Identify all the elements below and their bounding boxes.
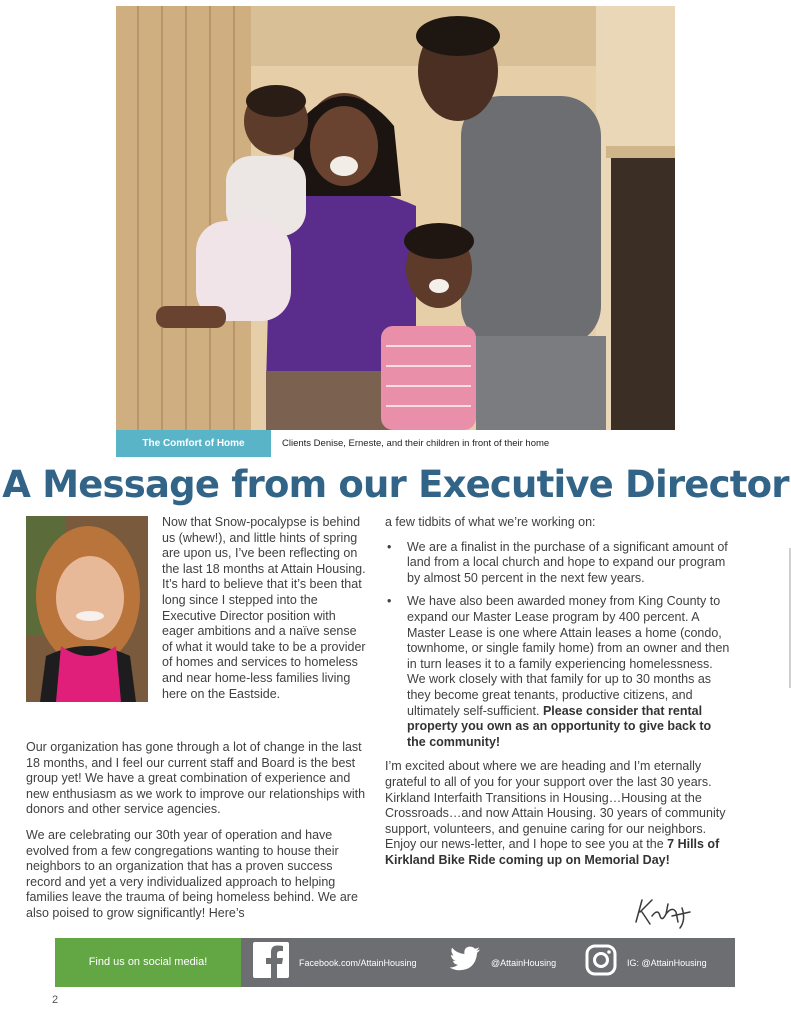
instagram-icon bbox=[585, 944, 617, 981]
bullet-master-lease: We have also been awarded money from King County to expand our Master Lease program by 400 percent. A Master Lease is one where Attain leases a home (condo, townhome, or single family home) from an owner and then in turn leases it to a family experiencing homelessness. We work closely with that family for up to 30 months as they become great tenants, productive citizens, and ultimately self-sufficient. bbox=[407, 594, 730, 718]
page-number: 2 bbox=[52, 994, 59, 1006]
bullet-land-purchase: We are a finalist in the purchase of a significant amount of land from a local church and hope to expand our program by almost 50 percent in the next few years. bbox=[407, 539, 728, 585]
facebook-icon bbox=[253, 942, 289, 983]
tidbits-lead: a few tidbits of what we’re working on: bbox=[385, 515, 596, 529]
family-photo bbox=[116, 6, 675, 430]
social-media-label: Find us on social media! bbox=[55, 938, 241, 987]
bike-ride-callout: 7 Hills of Kirkland Bike Ride coming up on Memorial Day! bbox=[385, 837, 720, 867]
list-item bbox=[385, 540, 730, 587]
rental-appeal: Please consider that rental property you own as an opportunity to give back to the community! bbox=[407, 703, 712, 749]
photo-caption: Clients Denise, Erneste, and their children in front of their home bbox=[282, 438, 550, 449]
list-item bbox=[385, 594, 730, 750]
paragraph-organization-change: Our organization has gone through a lot of change in the last 18 months, and I feel our current staff and Board is the best group yet! We have a great combination of experience and new enthusiasm as we work to improve our relationships with donors and other service agencies. bbox=[26, 740, 366, 817]
facebook-link[interactable] bbox=[253, 938, 417, 987]
instagram-link[interactable] bbox=[585, 938, 707, 987]
signature bbox=[632, 894, 692, 930]
column-two-body bbox=[385, 515, 730, 868]
column-one-body bbox=[26, 740, 366, 932]
twitter-handle: @AttainHousing bbox=[491, 957, 557, 968]
intro-text: Now that Snow-pocalypse is behind us (whew!), and little hints of spring are upon us, I’ve been reflecting on the last 18 months at Attain Housing. It’s hard to believe that it’s been that long since I stepped into the Executive Director position with eager ambitions and a naïve sense of what it would take to be a provider of homes and services to homeless and near home-less families living here on the Eastside. bbox=[162, 515, 366, 701]
director-portrait bbox=[26, 516, 148, 702]
facebook-handle: Facebook.com/AttainHousing bbox=[299, 957, 417, 968]
closing-paragraph bbox=[385, 759, 730, 868]
twitter-link[interactable] bbox=[449, 938, 556, 987]
paragraph-30th-year: We are celebrating our 30th year of operation and have evolved from a few congregations wanting to house their neighbors to an organization that has a proven success record and yet a very individualized approach to helping families leave the trauma of being homeless behind. We are also poised to grow significantly! Here’s bbox=[26, 827, 358, 920]
instagram-handle: IG: @AttainHousing bbox=[627, 957, 707, 968]
intro-paragraph bbox=[162, 515, 367, 702]
twitter-icon bbox=[449, 946, 481, 979]
page-title: A Message from our Executive Director bbox=[2, 463, 789, 506]
closing-text: I’m excited about where we are heading and I’m eternally grateful to all of you for your support over the last 30 years. Kirkland Interfaith Transitions in Housing…Housing at the Crossroads…and now Attain Housing. 30 years of community support, volunteers, and genuine caring for our neighbors. Enjoy our news-letter, and I hope to see you at the bbox=[385, 759, 726, 852]
tidbits-list bbox=[385, 540, 730, 751]
caption-tag: The Comfort of Home bbox=[116, 430, 271, 457]
